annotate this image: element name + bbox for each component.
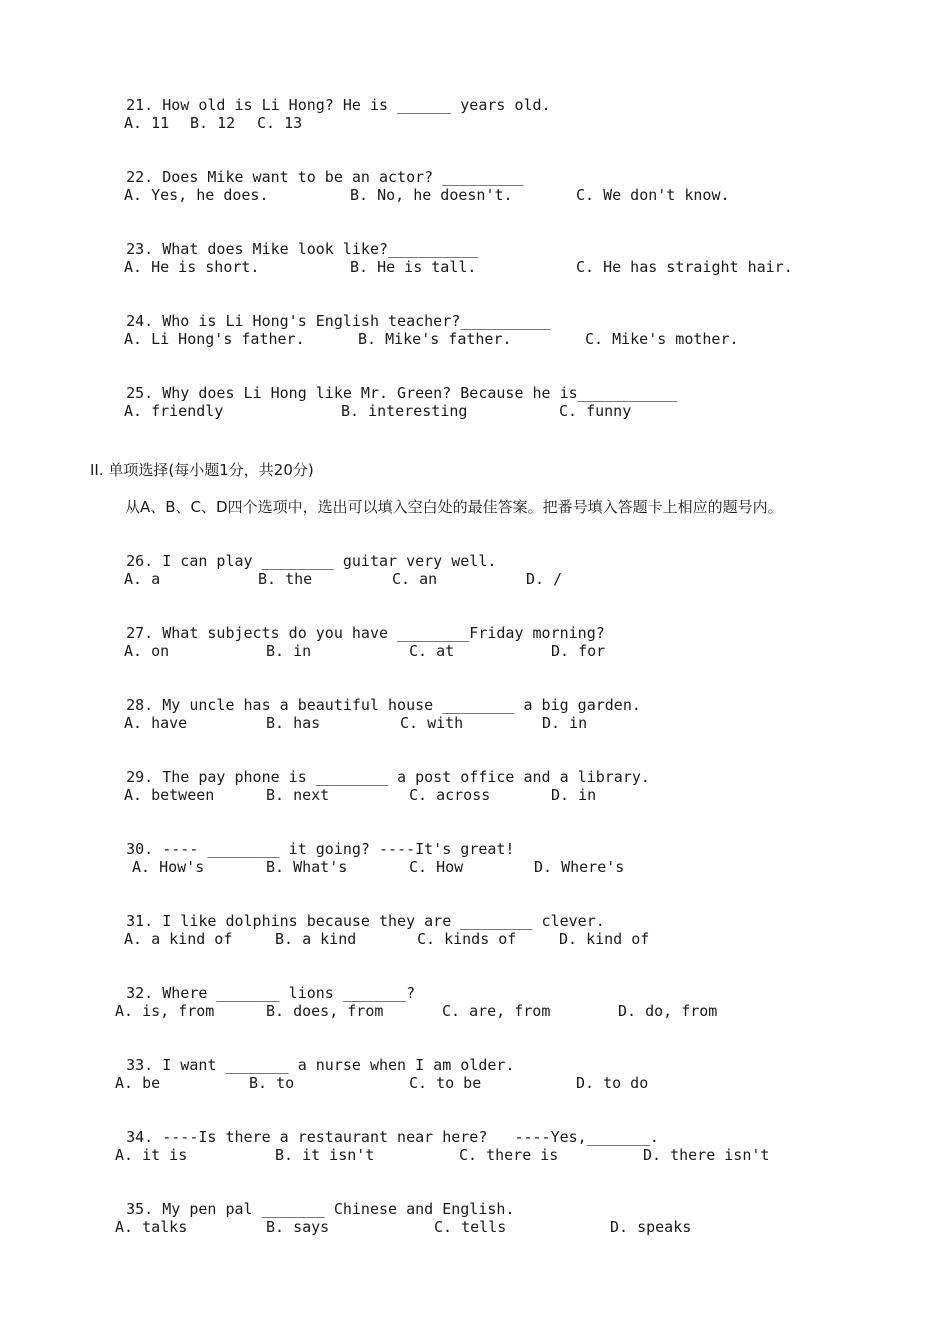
option[interactable]: D. there isn't xyxy=(643,1146,770,1164)
option[interactable]: C. across xyxy=(409,786,491,804)
question-text: ----Is there a restaurant near here? ----Yes,_______. xyxy=(162,1128,659,1146)
option[interactable]: A. on xyxy=(124,642,170,660)
option[interactable]: A. have xyxy=(124,714,188,732)
option[interactable]: C. an xyxy=(392,570,438,588)
option[interactable]: A. a xyxy=(124,570,161,588)
option[interactable]: A. How's xyxy=(132,858,205,876)
question-text: ---- ________ it going? ----It's great! xyxy=(162,840,515,858)
option[interactable]: D. for xyxy=(551,642,606,660)
section-title: II. 单项选择(每小题1分，共20分) xyxy=(90,461,314,479)
option[interactable]: C. Mike's mother. xyxy=(585,330,739,348)
question-number: 34. xyxy=(126,1128,154,1146)
option[interactable]: B. a kind xyxy=(275,930,357,948)
option[interactable]: C. 13 xyxy=(257,114,303,132)
option[interactable]: D. do, from xyxy=(618,1002,718,1020)
option[interactable]: D. / xyxy=(526,570,563,588)
question-text: Why does Li Hong like Mr. Green? Because he is___________ xyxy=(162,384,678,402)
option[interactable]: C. with xyxy=(400,714,464,732)
option[interactable]: C. to be xyxy=(409,1074,482,1092)
option[interactable]: A. He is short. xyxy=(124,258,260,276)
option[interactable]: B. says xyxy=(266,1218,330,1236)
question-number: 32. xyxy=(126,984,154,1002)
option[interactable]: C. How xyxy=(409,858,464,876)
option[interactable]: A. be xyxy=(115,1074,161,1092)
option[interactable]: C. at xyxy=(409,642,455,660)
option[interactable]: A. between xyxy=(124,786,215,804)
question-text: Who is Li Hong's English teacher?__________ xyxy=(162,312,551,330)
question-text: What subjects do you have ________Friday morning? xyxy=(162,624,605,642)
option[interactable]: B. No, he doesn't. xyxy=(350,186,513,204)
option[interactable]: D. kind of xyxy=(559,930,650,948)
option[interactable]: C. We don't know. xyxy=(576,186,730,204)
section-instruction: 从A、B、C、D四个选项中，选出可以填入空白处的最佳答案。把番号填入答题卡上相应的题号内。 xyxy=(125,498,783,516)
option[interactable]: A. talks xyxy=(115,1218,188,1236)
option[interactable]: A. Li Hong's father. xyxy=(124,330,305,348)
question-number: 23. xyxy=(126,240,154,258)
option[interactable]: D. in xyxy=(542,714,588,732)
question-text: Does Mike want to be an actor? _________ xyxy=(162,168,524,186)
option[interactable]: A. a kind of xyxy=(124,930,233,948)
question-number: 31. xyxy=(126,912,154,930)
option[interactable]: B. to xyxy=(249,1074,295,1092)
option[interactable]: A. it is xyxy=(115,1146,188,1164)
question-number: 27. xyxy=(126,624,154,642)
option[interactable]: C. kinds of xyxy=(417,930,517,948)
question-text: My uncle has a beautiful house ________ a big garden. xyxy=(162,696,641,714)
question-number: 30. xyxy=(126,840,154,858)
question-text: How old is Li Hong? He is ______ years old. xyxy=(162,96,551,114)
question-text: My pen pal _______ Chinese and English. xyxy=(162,1200,515,1218)
option[interactable]: B. it isn't xyxy=(275,1146,375,1164)
option[interactable]: B. in xyxy=(266,642,312,660)
option[interactable]: C. He has straight hair. xyxy=(576,258,793,276)
option[interactable]: C. are, from xyxy=(442,1002,551,1020)
option[interactable]: B. interesting xyxy=(341,402,468,420)
option[interactable]: D. Where's xyxy=(534,858,625,876)
option[interactable]: B. What's xyxy=(266,858,348,876)
option[interactable]: B. does, from xyxy=(266,1002,384,1020)
option[interactable]: C. tells xyxy=(434,1218,507,1236)
question-text: I like dolphins because they are ________ clever. xyxy=(162,912,605,930)
question-number: 29. xyxy=(126,768,154,786)
question-text: What does Mike look like?__________ xyxy=(162,240,479,258)
question-number: 35. xyxy=(126,1200,154,1218)
option[interactable]: A. friendly xyxy=(124,402,224,420)
option[interactable]: A. is, from xyxy=(115,1002,215,1020)
option[interactable]: B. Mike's father. xyxy=(358,330,512,348)
question-number: 26. xyxy=(126,552,154,570)
question-number: 25. xyxy=(126,384,154,402)
option[interactable]: D. to do xyxy=(576,1074,649,1092)
option[interactable]: B. next xyxy=(266,786,330,804)
option[interactable]: A. Yes, he does. xyxy=(124,186,269,204)
question-text: I can play ________ guitar very well. xyxy=(162,552,497,570)
option[interactable]: D. speaks xyxy=(610,1218,692,1236)
question-text: I want _______ a nurse when I am older. xyxy=(162,1056,515,1074)
option[interactable]: B. 12 xyxy=(190,114,236,132)
option[interactable]: A. 11 xyxy=(124,114,170,132)
question-number: 22. xyxy=(126,168,154,186)
option[interactable]: C. funny xyxy=(559,402,632,420)
question-text: The pay phone is ________ a post office and a library. xyxy=(162,768,650,786)
question-number: 33. xyxy=(126,1056,154,1074)
question-number: 24. xyxy=(126,312,154,330)
option[interactable]: D. in xyxy=(551,786,597,804)
question-number: 28. xyxy=(126,696,154,714)
option[interactable]: B. has xyxy=(266,714,321,732)
option[interactable]: B. He is tall. xyxy=(350,258,477,276)
question-number: 21. xyxy=(126,96,154,114)
question-text: Where _______ lions _______? xyxy=(162,984,416,1002)
option[interactable]: C. there is xyxy=(459,1146,559,1164)
option[interactable]: B. the xyxy=(258,570,313,588)
